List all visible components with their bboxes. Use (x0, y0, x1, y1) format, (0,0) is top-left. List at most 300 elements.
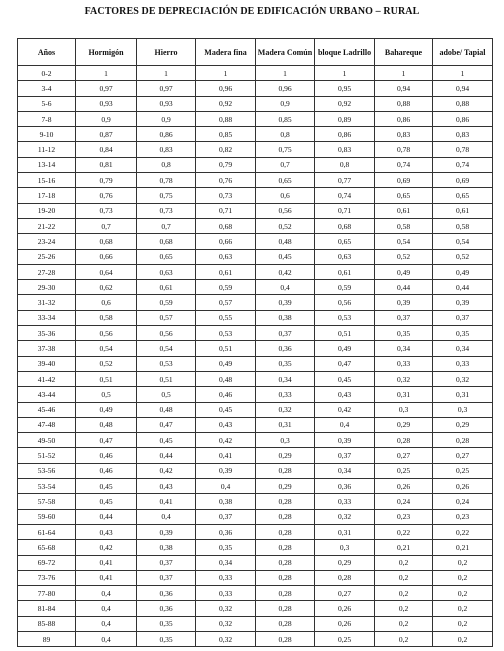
column-header: adobe/ Tapial (433, 39, 493, 66)
factor-cell: 0,76 (76, 188, 137, 203)
factor-cell: 0,66 (196, 234, 256, 249)
factor-cell: 0,74 (433, 157, 493, 172)
factor-cell: 0,36 (256, 341, 315, 356)
column-header: Hormigón (76, 39, 137, 66)
factor-cell: 0,49 (375, 264, 433, 279)
factor-cell: 0,56 (315, 295, 375, 310)
factor-cell: 0,35 (433, 326, 493, 341)
factor-cell: 0,36 (137, 586, 196, 601)
year-range-cell: 77-80 (18, 586, 76, 601)
factor-cell: 0,86 (433, 111, 493, 126)
factor-cell: 0,53 (315, 310, 375, 325)
factor-cell: 0,48 (196, 371, 256, 386)
factor-cell: 0,56 (137, 326, 196, 341)
factor-cell: 0,43 (196, 417, 256, 432)
table-row (18, 371, 493, 386)
factor-cell: 0,52 (433, 249, 493, 264)
table-row (18, 111, 493, 126)
table-row (18, 66, 493, 81)
factor-cell: 0,37 (375, 310, 433, 325)
factor-cell: 0,52 (375, 249, 433, 264)
year-range-cell: 85-88 (18, 616, 76, 631)
factor-cell: 0,49 (433, 264, 493, 279)
factor-cell: 0,44 (137, 448, 196, 463)
factor-cell: 0,32 (375, 371, 433, 386)
factor-cell: 0,94 (433, 81, 493, 96)
factor-cell: 0,2 (375, 616, 433, 631)
factor-cell: 0,51 (196, 341, 256, 356)
year-range-cell: 53-54 (18, 479, 76, 494)
factor-cell: 0,45 (196, 402, 256, 417)
factor-cell: 0,28 (256, 463, 315, 478)
factor-cell: 0,59 (137, 295, 196, 310)
factor-cell: 0,53 (196, 326, 256, 341)
factor-cell: 0,54 (137, 341, 196, 356)
factor-cell: 0,2 (433, 616, 493, 631)
year-range-cell: 33-34 (18, 310, 76, 325)
year-range-cell: 21-22 (18, 218, 76, 233)
year-range-cell: 31-32 (18, 295, 76, 310)
factor-cell: 0,35 (256, 356, 315, 371)
factor-cell: 0,31 (315, 524, 375, 539)
factor-cell: 0,33 (433, 356, 493, 371)
factor-cell: 0,45 (315, 371, 375, 386)
factor-cell: 0,42 (196, 433, 256, 448)
factor-cell: 0,49 (315, 341, 375, 356)
table-row (18, 433, 493, 448)
factor-cell: 0,21 (375, 540, 433, 555)
factor-cell: 0,47 (137, 417, 196, 432)
table-row (18, 127, 493, 142)
factor-cell: 0,61 (375, 203, 433, 218)
factor-cell: 0,41 (196, 448, 256, 463)
year-range-cell: 15-16 (18, 173, 76, 188)
factor-cell: 0,5 (137, 387, 196, 402)
factor-cell: 0,43 (76, 524, 137, 539)
factor-cell: 0,42 (315, 402, 375, 417)
factor-cell: 0,56 (76, 326, 137, 341)
factor-cell: 0,9 (137, 111, 196, 126)
table-row (18, 479, 493, 494)
factor-cell: 0,23 (433, 509, 493, 524)
table-row (18, 631, 493, 646)
factor-cell: 0,44 (433, 280, 493, 295)
factor-cell: 0,34 (196, 555, 256, 570)
factor-cell: 0,78 (137, 173, 196, 188)
factor-cell: 1 (315, 66, 375, 81)
factor-cell: 0,65 (315, 234, 375, 249)
factor-cell: 0,45 (137, 433, 196, 448)
factor-cell: 0,4 (76, 586, 137, 601)
factor-cell: 0,24 (375, 494, 433, 509)
factor-cell: 0,58 (433, 218, 493, 233)
factor-cell: 0,37 (196, 509, 256, 524)
factor-cell: 0,97 (76, 81, 137, 96)
table-row (18, 96, 493, 111)
factor-cell: 0,33 (375, 356, 433, 371)
factor-cell: 0,39 (375, 295, 433, 310)
factor-cell: 0,95 (315, 81, 375, 96)
year-range-cell: 5-6 (18, 96, 76, 111)
factor-cell: 0,68 (137, 234, 196, 249)
factor-cell: 0,4 (315, 417, 375, 432)
factor-cell: 0,28 (256, 586, 315, 601)
factor-cell: 0,68 (315, 218, 375, 233)
factor-cell: 0,96 (196, 81, 256, 96)
factor-cell: 0,73 (196, 188, 256, 203)
year-range-cell: 9-10 (18, 127, 76, 142)
year-range-cell: 35-36 (18, 326, 76, 341)
factor-cell: 1 (256, 66, 315, 81)
factor-cell: 0,29 (256, 479, 315, 494)
factor-cell: 0,2 (433, 586, 493, 601)
factor-cell: 0,2 (375, 601, 433, 616)
factor-cell: 0,25 (315, 631, 375, 646)
factor-cell: 0,81 (76, 157, 137, 172)
table-row (18, 570, 493, 585)
column-header: Bahareque (375, 39, 433, 66)
factor-cell: 0,41 (76, 555, 137, 570)
factor-cell: 0,33 (256, 387, 315, 402)
factor-cell: 0,8 (315, 157, 375, 172)
factor-cell: 0,2 (433, 570, 493, 585)
year-range-cell: 29-30 (18, 280, 76, 295)
factor-cell: 0,71 (315, 203, 375, 218)
factor-cell: 0,7 (256, 157, 315, 172)
factor-cell: 0,61 (196, 264, 256, 279)
factor-cell: 0,3 (315, 540, 375, 555)
factor-cell: 0,46 (76, 463, 137, 478)
factor-cell: 0,54 (433, 234, 493, 249)
year-range-cell: 11-12 (18, 142, 76, 157)
year-range-cell: 0-2 (18, 66, 76, 81)
table-row (18, 249, 493, 264)
column-header: Madera Común (256, 39, 315, 66)
factor-cell: 0,29 (433, 417, 493, 432)
table-row (18, 173, 493, 188)
factor-cell: 0,2 (433, 631, 493, 646)
factor-cell: 0,66 (76, 249, 137, 264)
factor-cell: 0,28 (315, 570, 375, 585)
factor-cell: 0,78 (433, 142, 493, 157)
factor-cell: 0,44 (76, 509, 137, 524)
factor-cell: 0,37 (315, 448, 375, 463)
factor-cell: 0,4 (76, 601, 137, 616)
year-range-cell: 73-76 (18, 570, 76, 585)
table-row (18, 356, 493, 371)
year-range-cell: 53-56 (18, 463, 76, 478)
factor-cell: 0,28 (256, 631, 315, 646)
table-row (18, 188, 493, 203)
factor-cell: 0,31 (256, 417, 315, 432)
factor-cell: 0,44 (375, 280, 433, 295)
factor-cell: 0,3 (375, 402, 433, 417)
factor-cell: 0,6 (76, 295, 137, 310)
table-row (18, 142, 493, 157)
table-row (18, 509, 493, 524)
year-range-cell: 45-46 (18, 402, 76, 417)
factor-cell: 0,43 (315, 387, 375, 402)
factor-cell: 0,3 (256, 433, 315, 448)
factor-cell: 0,73 (76, 203, 137, 218)
factor-cell: 0,2 (375, 570, 433, 585)
factor-cell: 0,4 (76, 616, 137, 631)
factor-cell: 0,22 (375, 524, 433, 539)
factor-cell: 0,38 (256, 310, 315, 325)
year-range-cell: 57-58 (18, 494, 76, 509)
factor-cell: 0,4 (76, 631, 137, 646)
factor-cell: 0,49 (76, 402, 137, 417)
factor-cell: 0,62 (76, 280, 137, 295)
factor-cell: 0,34 (315, 463, 375, 478)
year-range-cell: 49-50 (18, 433, 76, 448)
factor-cell: 0,47 (315, 356, 375, 371)
factor-cell: 0,28 (256, 494, 315, 509)
factor-cell: 0,92 (315, 96, 375, 111)
factor-cell: 0,38 (196, 494, 256, 509)
factor-cell: 0,52 (76, 356, 137, 371)
factor-cell: 0,69 (375, 173, 433, 188)
table-row (18, 540, 493, 555)
factor-cell: 0,3 (433, 402, 493, 417)
factor-cell: 0,83 (137, 142, 196, 157)
factor-cell: 0,25 (375, 463, 433, 478)
factor-cell: 0,77 (315, 173, 375, 188)
factor-cell: 0,29 (315, 555, 375, 570)
factor-cell: 0,65 (137, 249, 196, 264)
factor-cell: 1 (76, 66, 137, 81)
year-range-cell: 43-44 (18, 387, 76, 402)
factor-cell: 0,63 (196, 249, 256, 264)
factor-cell: 0,52 (256, 218, 315, 233)
factor-cell: 0,42 (76, 540, 137, 555)
factor-cell: 0,59 (196, 280, 256, 295)
year-range-cell: 47-48 (18, 417, 76, 432)
factor-cell: 0,32 (256, 402, 315, 417)
column-header: Hierro (137, 39, 196, 66)
factor-cell: 0,85 (256, 111, 315, 126)
factor-cell: 0,38 (137, 540, 196, 555)
table-row (18, 402, 493, 417)
table-row (18, 494, 493, 509)
factor-cell: 0,75 (137, 188, 196, 203)
factor-cell: 0,86 (137, 127, 196, 142)
table-row (18, 310, 493, 325)
factor-cell: 0,65 (375, 188, 433, 203)
factor-cell: 1 (375, 66, 433, 81)
factor-cell: 0,36 (196, 524, 256, 539)
factor-cell: 0,74 (375, 157, 433, 172)
factor-cell: 0,23 (375, 509, 433, 524)
table-row (18, 218, 493, 233)
factor-cell: 0,45 (76, 494, 137, 509)
factor-cell: 0,61 (137, 280, 196, 295)
factor-cell: 0,68 (76, 234, 137, 249)
factor-cell: 0,73 (137, 203, 196, 218)
column-header: Años (18, 39, 76, 66)
factor-cell: 0,32 (196, 601, 256, 616)
factor-cell: 0,93 (137, 96, 196, 111)
factor-cell: 0,93 (76, 96, 137, 111)
year-range-cell: 25-26 (18, 249, 76, 264)
factor-cell: 0,27 (433, 448, 493, 463)
factor-cell: 0,45 (76, 479, 137, 494)
table-row (18, 524, 493, 539)
factor-cell: 0,8 (137, 157, 196, 172)
table-row (18, 601, 493, 616)
table-row (18, 387, 493, 402)
factor-cell: 0,31 (375, 387, 433, 402)
factor-cell: 0,61 (315, 264, 375, 279)
factor-cell: 0,35 (375, 326, 433, 341)
factor-cell: 0,58 (375, 218, 433, 233)
factor-cell: 0,39 (137, 524, 196, 539)
factor-cell: 0,89 (315, 111, 375, 126)
factor-cell: 0,21 (433, 540, 493, 555)
factor-cell: 0,37 (433, 310, 493, 325)
column-header: Madera fina (196, 39, 256, 66)
factor-cell: 0,46 (196, 387, 256, 402)
page-title: FACTORES DE DEPRECIACIÓN DE EDIFICACIÓN URBANO – RURAL (84, 6, 420, 17)
factor-cell: 0,41 (76, 570, 137, 585)
factor-cell: 0,26 (375, 479, 433, 494)
factor-cell: 0,83 (315, 142, 375, 157)
table-row (18, 586, 493, 601)
factor-cell: 0,26 (433, 479, 493, 494)
factor-cell: 0,22 (433, 524, 493, 539)
factor-cell: 0,31 (433, 387, 493, 402)
factor-cell: 0,42 (137, 463, 196, 478)
factor-cell: 0,2 (433, 555, 493, 570)
factor-cell: 0,51 (315, 326, 375, 341)
factor-cell: 0,65 (256, 173, 315, 188)
year-range-cell: 61-64 (18, 524, 76, 539)
factor-cell: 0,53 (137, 356, 196, 371)
factor-cell: 0,57 (196, 295, 256, 310)
factor-cell: 0,39 (433, 295, 493, 310)
factor-cell: 0,28 (256, 540, 315, 555)
factor-cell: 0,79 (76, 173, 137, 188)
factor-cell: 0,71 (196, 203, 256, 218)
factor-cell: 0,37 (256, 326, 315, 341)
factor-cell: 0,26 (315, 601, 375, 616)
factor-cell: 0,79 (196, 157, 256, 172)
year-range-cell: 27-28 (18, 264, 76, 279)
factor-cell: 0,29 (375, 417, 433, 432)
factor-cell: 0,94 (375, 81, 433, 96)
factor-cell: 0,85 (196, 127, 256, 142)
factor-cell: 0,28 (375, 433, 433, 448)
table-row (18, 295, 493, 310)
factor-cell: 0,24 (433, 494, 493, 509)
factor-cell: 0,29 (256, 448, 315, 463)
factor-cell: 0,63 (315, 249, 375, 264)
factor-cell: 0,33 (196, 570, 256, 585)
factor-cell: 0,7 (76, 218, 137, 233)
factor-cell: 0,86 (315, 127, 375, 142)
factor-cell: 0,86 (375, 111, 433, 126)
factor-cell: 0,32 (433, 371, 493, 386)
factor-cell: 0,34 (256, 371, 315, 386)
factor-cell: 0,39 (256, 295, 315, 310)
factor-cell: 0,51 (76, 371, 137, 386)
factor-cell: 0,4 (256, 280, 315, 295)
factor-cell: 0,42 (256, 264, 315, 279)
year-range-cell: 17-18 (18, 188, 76, 203)
factor-cell: 0,8 (256, 127, 315, 142)
year-range-cell: 19-20 (18, 203, 76, 218)
factor-cell: 0,37 (137, 555, 196, 570)
factor-cell: 0,47 (76, 433, 137, 448)
factor-cell: 0,7 (137, 218, 196, 233)
depreciation-table (17, 38, 493, 647)
factor-cell: 0,61 (433, 203, 493, 218)
factor-cell: 0,74 (315, 188, 375, 203)
factor-cell: 0,25 (433, 463, 493, 478)
factor-cell: 0,36 (137, 601, 196, 616)
factor-cell: 0,26 (315, 616, 375, 631)
factor-cell: 0,83 (375, 127, 433, 142)
factor-cell: 0,88 (433, 96, 493, 111)
table-row (18, 341, 493, 356)
factor-cell: 0,84 (76, 142, 137, 157)
table-row (18, 280, 493, 295)
factor-cell: 0,33 (196, 586, 256, 601)
factor-cell: 0,64 (76, 264, 137, 279)
factor-cell: 0,76 (196, 173, 256, 188)
year-range-cell: 81-84 (18, 601, 76, 616)
factor-cell: 0,39 (315, 433, 375, 448)
factor-cell: 0,59 (315, 280, 375, 295)
factor-cell: 0,48 (256, 234, 315, 249)
factor-cell: 0,49 (196, 356, 256, 371)
year-range-cell: 41-42 (18, 371, 76, 386)
factor-cell: 0,35 (196, 540, 256, 555)
factor-cell: 0,28 (256, 601, 315, 616)
factor-cell: 0,27 (315, 586, 375, 601)
table-row (18, 81, 493, 96)
factor-cell: 0,55 (196, 310, 256, 325)
factor-cell: 0,83 (433, 127, 493, 142)
factor-cell: 0,87 (76, 127, 137, 142)
table-body (18, 66, 493, 647)
factor-cell: 0,88 (196, 111, 256, 126)
factor-cell: 0,2 (375, 631, 433, 646)
year-range-cell: 7-8 (18, 111, 76, 126)
year-range-cell: 23-24 (18, 234, 76, 249)
factor-cell: 0,4 (137, 509, 196, 524)
factor-cell: 0,63 (137, 264, 196, 279)
table-row (18, 448, 493, 463)
year-range-cell: 69-72 (18, 555, 76, 570)
year-range-cell: 39-40 (18, 356, 76, 371)
factor-cell: 0,28 (256, 555, 315, 570)
factor-cell: 0,41 (137, 494, 196, 509)
year-range-cell: 37-38 (18, 341, 76, 356)
factor-cell: 0,32 (196, 616, 256, 631)
factor-cell: 0,9 (76, 111, 137, 126)
factor-cell: 0,65 (433, 188, 493, 203)
year-range-cell: 59-60 (18, 509, 76, 524)
factor-cell: 0,34 (433, 341, 493, 356)
factor-cell: 0,96 (256, 81, 315, 96)
factor-cell: 0,51 (137, 371, 196, 386)
factor-cell: 0,43 (137, 479, 196, 494)
column-header: bloque Ladrillo (315, 39, 375, 66)
factor-cell: 0,6 (256, 188, 315, 203)
factor-cell: 0,82 (196, 142, 256, 157)
factor-cell: 0,56 (256, 203, 315, 218)
